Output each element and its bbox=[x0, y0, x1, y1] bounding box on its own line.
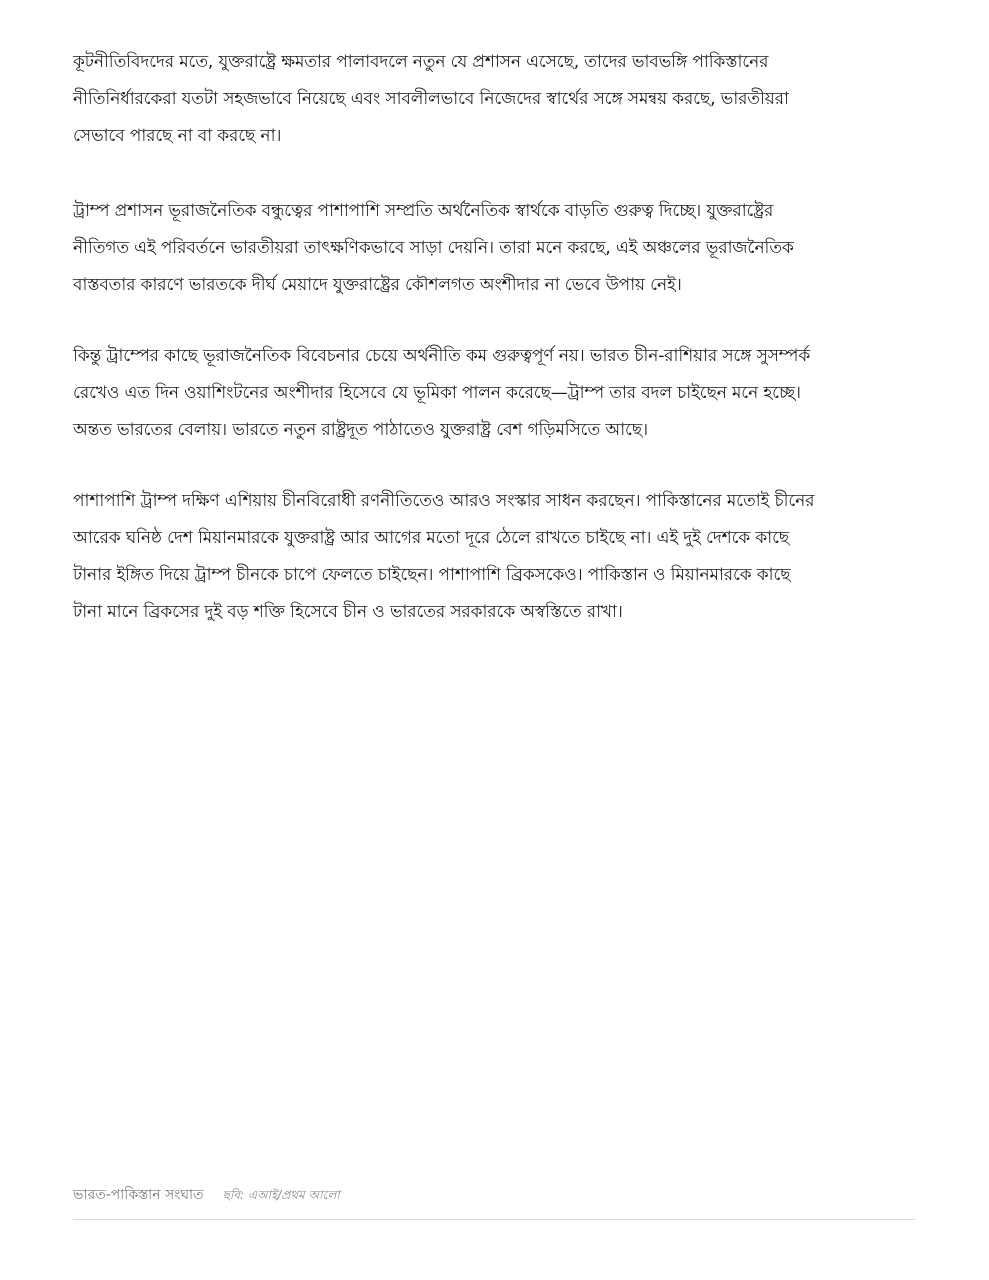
caption-credit: ছবি: এআই/প্রথম আলো bbox=[222, 1188, 340, 1202]
paragraph-3 bbox=[73, 338, 923, 449]
paragraph-4 bbox=[73, 483, 923, 631]
paragraph-line: টানা মানে ব্রিকসের দুই বড় শক্তি হিসেবে চীন ও ভারতের সরকারকে অস্বস্তিতে রাখা। bbox=[73, 602, 623, 622]
paragraph-line: ট্রাম্প প্রশাসন ভূরাজনৈতিক বন্ধুত্বের পাশাপাশি সম্প্রতি অর্থনৈতিক স্বার্থকে বাড়তি গুরুত্ব দিচ্ছে। যুক্তরাষ্ট্রের bbox=[73, 201, 774, 221]
paragraph-line: নীতিনির্ধারকেরা যতটা সহজভাবে নিয়েছে এবং সাবলীলভাবে নিজেদের স্বার্থের সঙ্গে সমন্বয় করছে, ভারতীয়রা bbox=[73, 89, 789, 109]
paragraph-line: বাস্তবতার কারণে ভারতকে দীর্ঘ মেয়াদে যুক্তরাষ্ট্রের কৌশলগত অংশীদার না ভেবে উপায় নেই। bbox=[73, 275, 682, 295]
image-caption bbox=[73, 1183, 916, 1205]
paragraph-line: কূটনীতিবিদদের মতে, যুক্তরাষ্ট্রে ক্ষমতার পালাবদলে নতুন যে প্রশাসন এসেছে, তাদের ভাবভঙ্গি পাকিস্তানের bbox=[73, 52, 769, 72]
paragraph-line: অন্তত ভারতের বেলায়। ভারতে নতুন রাষ্ট্রদূত পাঠাতেও যুক্তরাষ্ট্র বেশ গড়িমসিতে আছে। bbox=[73, 420, 648, 440]
paragraph-line: রেখেও এত দিন ওয়াশিংটনের অংশীদার হিসেবে যে ভূমিকা পালন করেছে—ট্রাম্প তার বদল চাইছেন মনে হচ্ছে। bbox=[73, 383, 801, 403]
article-body bbox=[73, 44, 923, 665]
paragraph-line: সেভাবে পারছে না বা করছে না। bbox=[73, 126, 282, 146]
paragraph-2 bbox=[73, 193, 923, 304]
paragraph-line: কিন্তু ট্রাম্পের কাছে ভূরাজনৈতিক বিবেচনার চেয়ে অর্থনীতি কম গুরুত্বপূর্ণ নয়। ভারত চীন-রাশিয়ার সঙ্গে সুসম্পর্ক bbox=[73, 346, 811, 366]
caption-title: ভারত-পাকিস্তান সংঘাত bbox=[73, 1187, 204, 1203]
paragraph-line: নীতিগত এই পরিবর্তনে ভারতীয়রা তাৎক্ষণিকভাবে সাড়া দেয়নি। তারা মনে করছে, এই অঞ্চলের ভূরাজনৈতিক bbox=[73, 238, 794, 258]
paragraph-line: পাশাপাশি ট্রাম্প দক্ষিণ এশিয়ায় চীনবিরোধী রণনীতিতেও আরও সংস্কার সাধন করছেন। পাকিস্তানের মতোই চীনের bbox=[73, 491, 815, 511]
caption-divider bbox=[73, 1219, 916, 1220]
paragraph-1 bbox=[73, 44, 923, 155]
paragraph-line: টানার ইঙ্গিত দিয়ে ট্রাম্প চীনকে চাপে ফেলতে চাইছেন। পাশাপাশি ব্রিকসকেও। পাকিস্তান ও মিয়ানমারকে কাছে bbox=[73, 565, 791, 585]
paragraph-line: আরেক ঘনিষ্ঠ দেশ মিয়ানমারকে যুক্তরাষ্ট্র আর আগের মতো দূরে ঠেলে রাখতে চাইছে না। এই দুই দেশকে কাছে bbox=[73, 528, 790, 548]
